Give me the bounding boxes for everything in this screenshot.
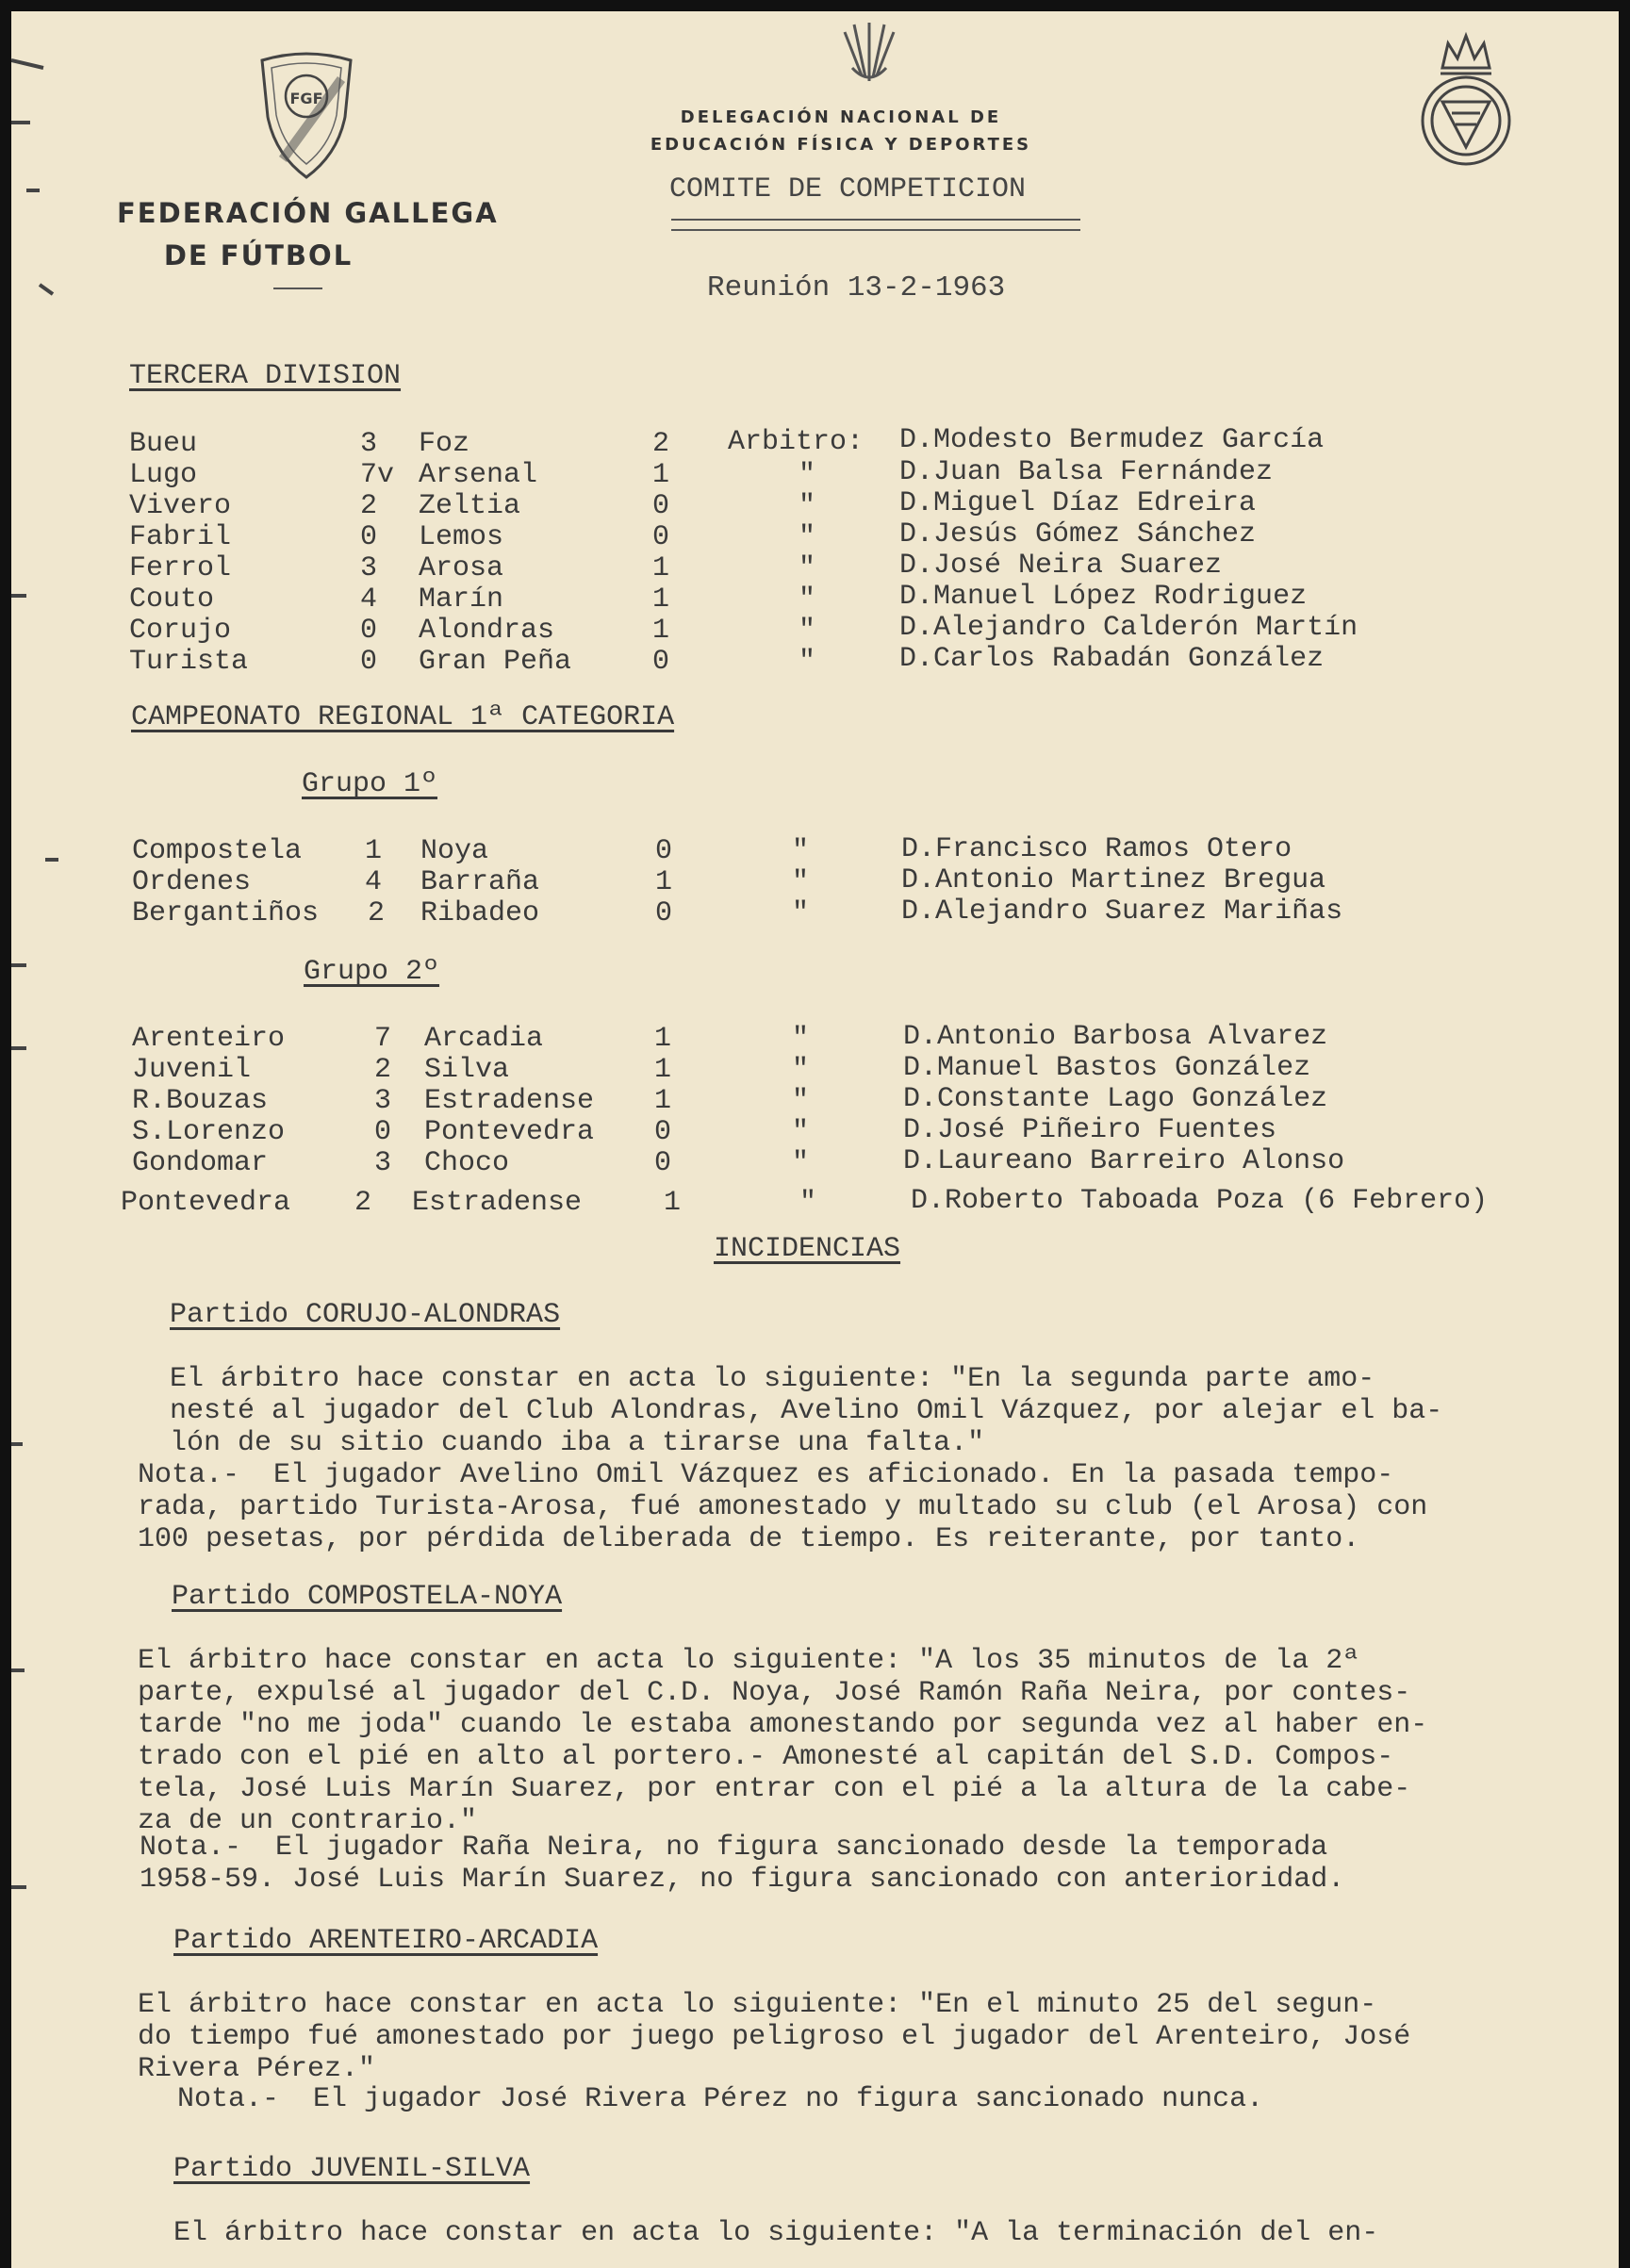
ditto-mark: ": [792, 1054, 810, 1086]
home-team: Vivero: [129, 490, 232, 522]
home-team: Turista: [129, 646, 249, 678]
document-page: [11, 11, 1619, 2268]
incidencias-heading: INCIDENCIAS: [714, 1233, 901, 1265]
away-team: Arcadia: [424, 1023, 544, 1055]
federation-name: [117, 192, 499, 277]
home-team: Juvenil: [132, 1054, 252, 1086]
meeting-date: Reunión 13-2-1963: [707, 271, 1006, 304]
delegation-line1: DELEGACIÓN NACIONAL DE: [680, 107, 1002, 127]
home-team: Couto: [129, 583, 215, 616]
referee-name: D.Constante Lago González: [903, 1083, 1328, 1115]
margin-marks: [11, 11, 77, 2268]
ditto-mark: ": [792, 835, 810, 867]
tercera-division-heading: TERCERA DIVISION: [129, 360, 402, 392]
ditto-mark: ": [792, 866, 810, 898]
away-goals: 0: [652, 521, 670, 553]
away-team: Marín: [419, 583, 504, 616]
referee-name: D.José Neira Suarez: [899, 550, 1223, 582]
home-goals: 2: [360, 490, 378, 522]
regional-heading: CAMPEONATO REGIONAL 1ª CATEGORIA: [131, 701, 675, 733]
match-note: Nota.- El jugador Raña Neira, no figura sancionado desde la temporada 1958-59. José Luis Marín Suarez, no figura sancionado con anterioridad.: [140, 1832, 1345, 1896]
away-team: Gran Peña: [419, 646, 572, 678]
home-goals: 2: [374, 1054, 392, 1086]
home-team: Pontevedra: [121, 1187, 291, 1219]
committee-double-rule: [671, 219, 1080, 231]
home-goals: 2: [368, 897, 386, 929]
ditto-mark: ": [799, 521, 816, 553]
ditto-mark: ": [799, 615, 816, 647]
referee-name: D.Antonio Martinez Bregua: [901, 864, 1326, 896]
referee-name: D.Alejandro Calderón Martín: [899, 612, 1358, 644]
away-team: Ribadeo: [420, 897, 540, 929]
ditto-mark: ": [799, 552, 816, 584]
home-goals: 3: [374, 1085, 392, 1117]
federation-divider: [273, 288, 322, 289]
referee-name: D.Laureano Barreiro Alonso: [903, 1145, 1345, 1177]
match-note: Nota.- El jugador José Rivera Pérez no figura sancionado nunca.: [177, 2083, 1264, 2115]
away-team: Barraña: [420, 866, 540, 898]
federation-line1: FEDERACIÓN GALLEGA: [117, 197, 499, 229]
away-team: Noya: [420, 835, 489, 867]
ditto-mark: ": [799, 1187, 817, 1219]
home-goals: 1: [365, 835, 383, 867]
federation-line2: DE FÚTBOL: [163, 239, 354, 271]
ditto-mark: ": [792, 1023, 810, 1055]
away-goals: 1: [652, 583, 670, 616]
away-goals: 0: [654, 1147, 672, 1179]
federation-shield-logo: [255, 51, 358, 183]
delegation-line2: EDUCACIÓN FÍSICA Y DEPORTES: [650, 135, 1032, 155]
ditto-mark: ": [792, 897, 810, 929]
home-goals: 0: [360, 521, 378, 553]
committee-title: COMITE DE COMPETICION: [669, 173, 1027, 205]
away-team: Arsenal: [419, 459, 538, 491]
home-goals: 0: [360, 646, 378, 678]
away-goals: 1: [652, 615, 670, 647]
away-team: Choco: [424, 1147, 510, 1179]
home-team: Ordenes: [132, 866, 252, 898]
referee-name: D.Manuel Bastos González: [903, 1052, 1311, 1084]
away-goals: 0: [652, 646, 670, 678]
home-team: Ferrol: [129, 552, 232, 584]
away-goals: 0: [652, 490, 670, 522]
referee-name: D.Jesús Gómez Sánchez: [899, 518, 1257, 551]
match-title-juvenil-silva: Partido JUVENIL-SILVA: [173, 2153, 531, 2185]
home-goals: 2: [354, 1187, 372, 1219]
home-goals: 0: [374, 1116, 392, 1148]
home-team: Arenteiro: [132, 1023, 286, 1055]
crowned-seal-logo: [1414, 26, 1518, 177]
referee-name: D.Juan Balsa Fernández: [899, 456, 1274, 488]
away-goals: 0: [655, 897, 673, 929]
home-goals: 4: [360, 583, 378, 616]
ditto-mark: ": [799, 646, 816, 678]
ditto-mark: ": [799, 459, 816, 491]
home-goals: 0: [360, 615, 378, 647]
match-report-text: El árbitro hace constar en acta lo siguiente: "A los 35 minutos de la 2ª parte, expulsé al jugador del C.D. Noya, José Ramón Raña Neira, por contes- tarde "no me joda" cuando le estaba amonestando por segunda vez al haber en- trado con el pié en alto al portero.- Amonesté al capitán del S.D. Compos- tela, José Luis Marín Suarez, por entrar con el pié a la altura de la cabe- za de un contrario.": [138, 1645, 1428, 1837]
home-team: Lugo: [129, 459, 198, 491]
away-team: Arosa: [419, 552, 504, 584]
match-report-text: El árbitro hace constar en acta lo siguiente: "En el minuto 25 del segun- do tiempo fué amonestado por juego peligroso el jugador del Arenteiro, José Rivera Pérez.": [138, 1989, 1411, 2085]
match-title-arenteiro-arcadia: Partido ARENTEIRO-ARCADIA: [173, 1925, 599, 1957]
away-team: Silva: [424, 1054, 510, 1086]
ditto-mark: ": [792, 1085, 810, 1117]
home-goals: 4: [365, 866, 383, 898]
home-team: Fabril: [129, 521, 232, 553]
home-goals: 3: [374, 1147, 392, 1179]
ditto-mark: ": [792, 1147, 810, 1179]
group2-heading: Grupo 2º: [304, 956, 440, 988]
home-team: Corujo: [129, 615, 232, 647]
match-report-text: El árbitro hace constar en acta lo siguiente: "En la segunda parte amo- nesté al jugador del Club Alondras, Avelino Omil Vázquez, por alejar el ba- lón de su sitio cuando iba a tirarse una falta.": [170, 1363, 1443, 1459]
referee-name: D.Francisco Ramos Otero: [901, 833, 1292, 865]
ditto-mark: ": [799, 490, 816, 522]
referee-name: D.Modesto Bermudez García: [899, 424, 1325, 456]
match-report-text: El árbitro hace constar en acta lo siguiente: "A la terminación del en-: [173, 2217, 1379, 2249]
away-goals: 1: [652, 552, 670, 584]
away-team: Foz: [419, 428, 470, 460]
away-goals: 2: [652, 428, 670, 460]
group1-heading: Grupo 1º: [302, 768, 438, 800]
match-note: Nota.- El jugador Avelino Omil Vázquez es aficionado. En la pasada tempo- rada, partido Turista-Arosa, fué amonestado y multado su club (el Arosa) con 100 pesetas, por pérdida deliberada de tiempo. Es reiterante, por tanto.: [138, 1459, 1428, 1555]
ditto-mark: ": [799, 583, 816, 616]
delegation-heading: [643, 104, 1039, 158]
home-goals: 3: [360, 428, 378, 460]
match-title-compostela-noya: Partido COMPOSTELA-NOYA: [172, 1581, 563, 1613]
away-team: Estradense: [412, 1187, 583, 1219]
away-goals: 1: [664, 1187, 682, 1219]
referee-name: D.Carlos Rabadán González: [899, 643, 1325, 675]
yoke-arrows-emblem: [841, 15, 897, 89]
away-team: Estradense: [424, 1085, 595, 1117]
away-goals: 1: [654, 1085, 672, 1117]
home-team: Bergantiños: [132, 897, 320, 929]
home-team: Compostela: [132, 835, 303, 867]
home-goals: 3: [360, 552, 378, 584]
svg-text:FGF: FGF: [289, 90, 323, 107]
referee-name: D.Alejandro Suarez Mariñas: [901, 896, 1343, 928]
referee-name: D.Roberto Taboada Poza (6 Febrero): [911, 1185, 1489, 1217]
referee-name: D.Antonio Barbosa Alvarez: [903, 1021, 1328, 1053]
away-goals: 1: [654, 1054, 672, 1086]
away-goals: 1: [654, 1023, 672, 1055]
match-title-corujo-alondras: Partido CORUJO-ALONDRAS: [170, 1299, 561, 1331]
referee-name: D.Miguel Díaz Edreira: [899, 487, 1257, 519]
home-team: Bueu: [129, 428, 198, 460]
referee-label: Arbitro:: [728, 426, 864, 458]
away-team: Pontevedra: [424, 1116, 595, 1148]
home-team: Gondomar: [132, 1147, 269, 1179]
away-goals: 1: [655, 866, 673, 898]
home-goals: 7: [374, 1023, 392, 1055]
away-team: Lemos: [419, 521, 504, 553]
referee-name: D.Manuel López Rodriguez: [899, 581, 1308, 613]
away-team: Alondras: [419, 615, 555, 647]
ditto-mark: ": [792, 1116, 810, 1148]
home-team: R.Bouzas: [132, 1085, 269, 1117]
home-team: S.Lorenzo: [132, 1116, 286, 1148]
away-goals: 1: [652, 459, 670, 491]
away-goals: 0: [654, 1116, 672, 1148]
referee-name: D.José Piñeiro Fuentes: [903, 1114, 1277, 1146]
home-goals: 7v: [360, 459, 395, 491]
away-team: Zeltia: [419, 490, 521, 522]
away-goals: 0: [655, 835, 673, 867]
